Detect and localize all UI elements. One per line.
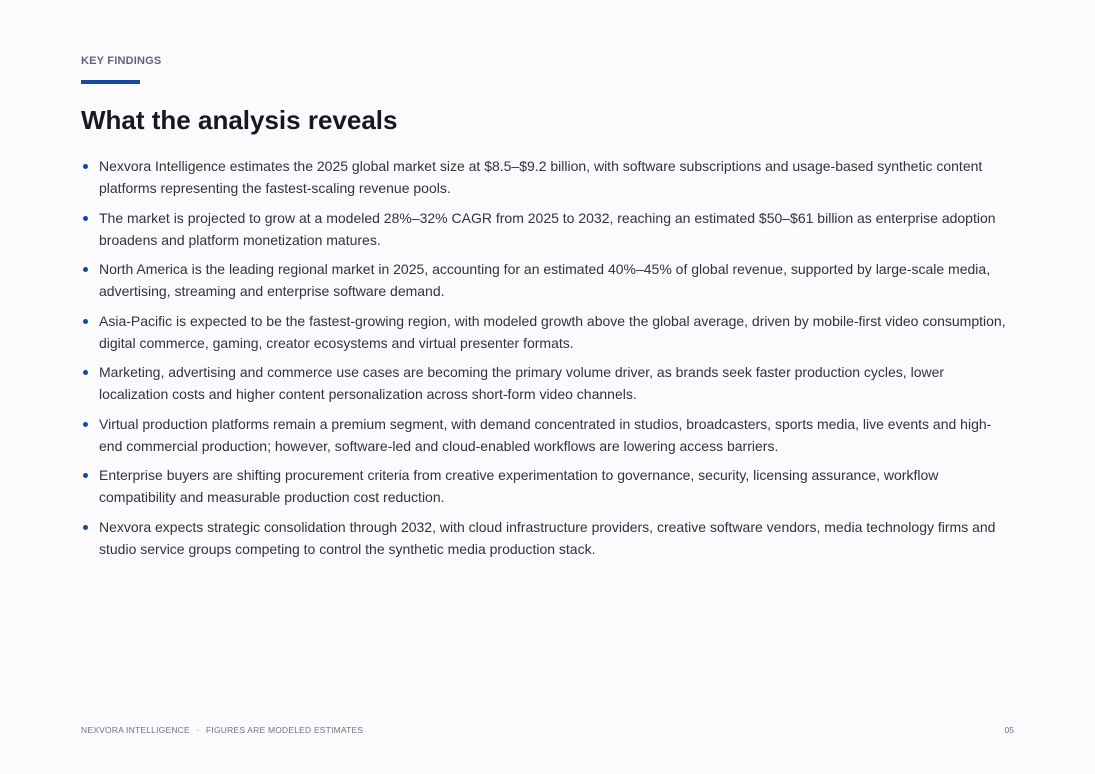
bullet-dot-icon	[83, 525, 88, 530]
bullet-dot-icon	[83, 164, 88, 169]
finding-item	[81, 155, 1011, 199]
footer-brand: NEXVORA INTELLIGENCE	[81, 725, 190, 735]
finding-text: North America is the leading regional market in 2025, accounting for an estimated 40%–45% of global revenue, supported by large-scale media, advertising, streaming and enterprise software demand.	[99, 261, 991, 299]
finding-item	[81, 310, 1011, 354]
bullet-dot-icon	[83, 216, 88, 221]
finding-text: Nexvora expects strategic consolidation through 2032, with cloud infrastructure providers, creative software vendors, media technology firms and studio service groups competing to control the synthetic media production stack.	[99, 518, 996, 557]
finding-item	[81, 258, 1011, 302]
finding-text: Asia-Pacific is expected to be the fastest-growing region, with modeled growth above the global average, driven by mobile-first video consumption, digital commerce, gaming, creator ecosystems and virtual presenter formats.	[99, 312, 1006, 351]
bullet-dot-icon	[83, 319, 88, 324]
bullet-dot-icon	[83, 473, 88, 478]
accent-rule	[81, 80, 140, 84]
page-number: 05	[1004, 725, 1014, 735]
finding-item	[81, 207, 1011, 251]
finding-item	[81, 413, 1011, 457]
finding-text: The market is projected to grow at a modeled 28%–32% CAGR from 2025 to 2032, reaching an estimated $50–$61 billion as enterprise adoption broadens and platform monetization matures.	[99, 209, 996, 248]
findings-list	[81, 155, 1011, 567]
bullet-dot-icon	[83, 370, 88, 375]
finding-text: Marketing, advertising and commerce use cases are becoming the primary volume driver, as brands seek faster production cycles, lower localization costs and higher content personalization across short-form video channels.	[99, 364, 945, 402]
finding-text: Virtual production platforms remain a premium segment, with demand concentrated in studios, broadcasters, sports media, live events and high-end commercial production; however, software-led and cloud-enabled workflows are lowering access barriers.	[99, 415, 992, 454]
finding-item	[81, 516, 1011, 560]
bullet-dot-icon	[83, 422, 88, 427]
finding-text: Enterprise buyers are shifting procurement criteria from creative experimentation to governance, security, licensing assurance, workflow compatibility and measurable production cost reduction.	[99, 467, 939, 505]
finding-text: Nexvora Intelligence estimates the 2025 global market size at $8.5–$9.2 billion, with software subscriptions and usage-based synthetic content platforms representing the fastest-scaling revenue pools.	[99, 158, 983, 196]
footer-note	[81, 725, 363, 735]
footer-separator: ·	[196, 725, 200, 735]
finding-item	[81, 361, 1011, 405]
page-title: What the analysis reveals	[81, 105, 398, 135]
footer-disclaimer: FIGURES ARE MODELED ESTIMATES	[206, 725, 364, 735]
bullet-dot-icon	[83, 267, 88, 272]
section-eyebrow: KEY FINDINGS	[81, 55, 162, 67]
finding-item	[81, 464, 1011, 508]
